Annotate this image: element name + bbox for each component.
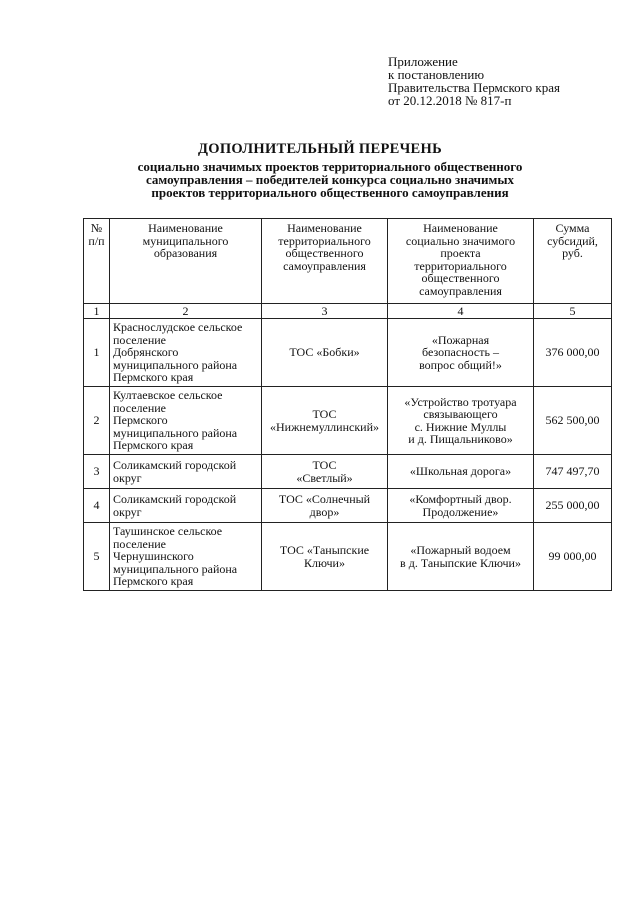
cell-line: Пермского края	[113, 370, 194, 385]
cell-line: Краснослудское сельское	[113, 320, 243, 335]
cell-line: «Школьная дорога»	[409, 464, 512, 479]
cell-line: территориального	[278, 233, 371, 248]
cell-line: «Нижнемуллинский»	[269, 419, 379, 434]
cell-line: «Светлый»	[296, 470, 353, 485]
cell-line: ТОС «Солнечный	[278, 492, 371, 506]
cell-line: поселение	[113, 332, 167, 347]
header-municipality	[110, 219, 262, 304]
cell-municipality	[110, 387, 262, 455]
cell-line: Пермского края	[113, 574, 194, 589]
cell-line: Таушинское сельское	[113, 524, 223, 539]
cell-line: Наименование	[287, 221, 362, 235]
cell-number: 2	[84, 387, 110, 455]
column-number: 4	[388, 304, 534, 319]
cell-line: субсидий,	[547, 233, 598, 248]
cell-tos	[262, 319, 388, 387]
cell-line: «Устройство тротуара	[404, 394, 517, 409]
cell-line: территориального	[414, 258, 507, 273]
appendix-line: к постановлению	[388, 67, 485, 82]
cell-tos	[262, 523, 388, 591]
cell-municipality	[110, 489, 262, 523]
cell-number: 1	[84, 319, 110, 387]
cell-line: связывающего	[423, 407, 498, 421]
cell-line: Пермского	[113, 413, 168, 428]
cell-municipality	[110, 523, 262, 591]
cell-line: и д. Пищальниково»	[408, 432, 513, 446]
cell-line: Пермского края	[113, 438, 194, 453]
cell-line: «Пожарная	[431, 332, 490, 347]
cell-project	[388, 489, 534, 523]
cell-sum: 562 500,00	[534, 387, 612, 455]
cell-line: самоуправления	[283, 258, 366, 273]
header-sum	[534, 219, 612, 304]
cell-line: округ	[113, 470, 142, 485]
appendix-line: Приложение	[388, 54, 458, 69]
cell-line: безопасность –	[422, 345, 499, 360]
cell-line: социально значимого	[405, 233, 516, 248]
column-number: 2	[110, 304, 262, 319]
cell-line: общественного	[285, 246, 364, 260]
header-no	[84, 219, 110, 304]
cell-sum: 99 000,00	[534, 523, 612, 591]
table-row	[84, 523, 612, 591]
cell-line: Соликамский городской	[113, 492, 237, 506]
subtitle-line: проектов территориального общественного самоуправления	[151, 185, 509, 200]
subtitle-line: социально значимых проектов территориального общественного	[137, 159, 523, 174]
cell-line: «Пожарный водоем	[410, 543, 511, 557]
cell-line: ТОС «Бобки»	[289, 345, 360, 360]
cell-line: Добрянского	[113, 345, 179, 360]
cell-sum: 376 000,00	[534, 319, 612, 387]
cell-number: 4	[84, 489, 110, 523]
cell-tos	[262, 489, 388, 523]
cell-municipality	[110, 455, 262, 489]
cell-line: поселение	[113, 400, 167, 415]
cell-line: №	[90, 221, 103, 235]
cell-line: Наименование	[423, 221, 498, 235]
table-row	[84, 489, 612, 523]
cell-line: самоуправления	[419, 283, 502, 298]
appendix-line: от 20.12.2018 № 817-п	[388, 93, 512, 108]
cell-number: 5	[84, 523, 110, 591]
cell-line: двор»	[309, 504, 340, 519]
cell-line: округ	[113, 504, 142, 519]
cell-line: Култаевское сельское	[113, 388, 223, 403]
cell-line: Соликамский городской	[113, 458, 237, 472]
appendix-line: Правительства Пермского края	[388, 80, 560, 95]
cell-line: образования	[153, 246, 218, 260]
table-row	[84, 387, 612, 455]
appendix-note	[388, 55, 560, 107]
table-header-row	[84, 219, 612, 304]
cell-line: муниципального района	[113, 357, 238, 372]
cell-tos	[262, 387, 388, 455]
cell-tos	[262, 455, 388, 489]
cell-line: Сумма	[555, 221, 590, 235]
projects-table	[83, 218, 612, 591]
cell-project	[388, 523, 534, 591]
column-number: 1	[84, 304, 110, 319]
column-number-row	[84, 304, 612, 319]
cell-project	[388, 319, 534, 387]
cell-project	[388, 455, 534, 489]
column-number: 5	[534, 304, 612, 319]
cell-line: муниципального района	[113, 561, 238, 576]
cell-line: муниципального	[142, 233, 229, 248]
cell-line: поселение	[113, 536, 167, 551]
cell-line: Наименование	[148, 221, 223, 235]
cell-line: общественного	[421, 271, 500, 285]
cell-line: Ключи»	[304, 555, 345, 570]
cell-line: «Комфортный двор.	[409, 492, 512, 506]
cell-line: с. Нижние Муллы	[414, 419, 507, 434]
cell-number: 3	[84, 455, 110, 489]
header-tos	[262, 219, 388, 304]
cell-sum: 255 000,00	[534, 489, 612, 523]
cell-line: в д. Таныпские Ключи»	[400, 555, 521, 570]
cell-line: муниципального района	[113, 425, 238, 440]
cell-line: Продолжение»	[422, 504, 499, 519]
cell-sum: 747 497,70	[534, 455, 612, 489]
table-row	[84, 455, 612, 489]
cell-line: вопрос общий!»	[419, 357, 502, 372]
cell-line: Чернушинского	[113, 549, 194, 564]
document-subtitle	[60, 160, 600, 199]
cell-municipality	[110, 319, 262, 387]
cell-line: руб.	[562, 246, 583, 260]
column-number: 3	[262, 304, 388, 319]
cell-project	[388, 387, 534, 455]
cell-line: ТОС «Таныпские	[279, 543, 370, 557]
table-row	[84, 319, 612, 387]
cell-line: ТОС	[312, 407, 337, 421]
cell-line: ТОС	[312, 458, 337, 472]
header-project	[388, 219, 534, 304]
document-title: ДОПОЛНИТЕЛЬНЫЙ ПЕРЕЧЕНЬ	[198, 141, 442, 157]
cell-line: п/п	[88, 233, 105, 248]
subtitle-line: самоуправления – победителей конкурса социально значимых	[145, 172, 515, 187]
cell-line: проекта	[440, 246, 481, 260]
